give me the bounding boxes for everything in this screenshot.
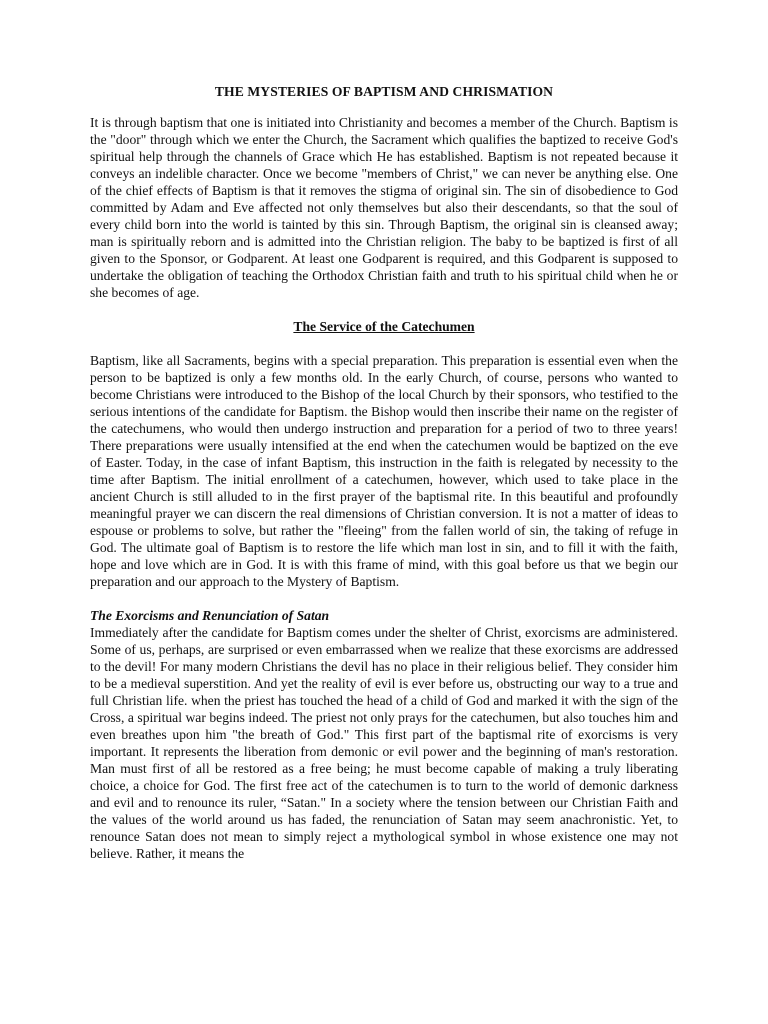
- intro-paragraph: It is through baptism that one is initiated into Christianity and becomes a member of the Church. Baptism is the "door" through which we enter the Church, the Sacrament which qualifies the baptized to receive God's spiritual help through the channels of Grace which He has established. Baptism is not repeated because it conveys an indelible character. Once we become "members of Christ," we can never be anything else. One of the chief effects of Baptism is that it removes the stigma of original sin. The sin of disobedience to God committed by Adam and Eve affected not only themselves but also their descendants, so that the soul of every child born into the world is tainted by this sin. Through Baptism, the original sin is cleansed away; man is spiritually reborn and is admitted into the Christian religion. The baby to be baptized is first of all given to the Sponsor, or Godparent. At least one Godparent is required, and this Godparent is supposed to undertake the obligation of teaching the Orthodox Christian faith and truth to his spiritual child when he or she becomes of age.: [90, 115, 678, 300]
- section-heading-catechumen: The Service of the Catechumen: [293, 319, 475, 334]
- catechumen-paragraph: Baptism, like all Sacraments, begins with a special preparation. This preparation is essential even when the person to be baptized is only a few months old. In the early Church, of course, persons who wanted to become Christians were introduced to the Bishop of the local Church by their sponsors, who testified to the serious intentions of the candidate for Baptism. the Bishop would then inscribe their name on the register of the catechumens, who would then undergo instruction and preparation for a period of two to three years! There preparations were usually intensified at the end when the catechumen would be baptized on the eve of Easter. Today, in the case of infant Baptism, this instruction in the faith is relegated by necessity to the time after Baptism. The initial enrollment of a catechumen, however, which used to take place in the ancient Church is still alluded to in the first prayer of the baptismal rite. In this beautiful and profoundly meaningful prayer we can discern the real dimensions of Christian conversion. It is not a matter of ideas to espouse or problems to solve, but rather the "fleeing" from the fallen world of sin, the taking of refuge in God. The ultimate goal of Baptism is to restore the life which man lost in sin, and to fill it with the faith, hope and love which are in God. It is with this frame of mind, with this goal before us that we begin our preparation and our approach to the Mystery of Baptism.: [90, 353, 678, 589]
- section-heading-exorcisms: The Exorcisms and Renunciation of Satan: [90, 608, 330, 623]
- document-title: THE MYSTERIES OF BAPTISM AND CHRISMATION: [214, 84, 554, 99]
- document-page: [90, 83, 678, 862]
- exorcisms-paragraph: Immediately after the candidate for Baptism comes under the shelter of Christ, exorcisms are administered. Some of us, perhaps, are surprised or even embarrassed when we realize that these exorcisms are addressed to the devil! For many modern Christians the devil has no place in their religious belief. They consider him to be a medieval superstition. And yet the reality of evil is ever before us, obstructing our way to a true and full Christian life. when the priest has touched the head of a child of God and marked it with the sign of the Cross, a spiritual war begins indeed. The priest not only prays for the catechumen, but also touches him and even breathes upon him "the breath of God." This first part of the baptismal rite of exorcisms is very important. It represents the liberation from demonic or evil power and the beginning of man's restoration. Man must first of all be restored as a free being; he must become capable of making a truly liberating choice, a choice for God. The first free act of the catechumen is to turn to the world of demonic darkness and evil and to renounce its ruler, “Satan." In a society where the tension between our Christian Faith and the values of the world around us has faded, the renunciation of Satan may seem anachronistic. Yet, to renounce Satan does not mean to simply reject a mythological symbol in whose existence one may not believe. Rather, it means the: [90, 625, 678, 861]
